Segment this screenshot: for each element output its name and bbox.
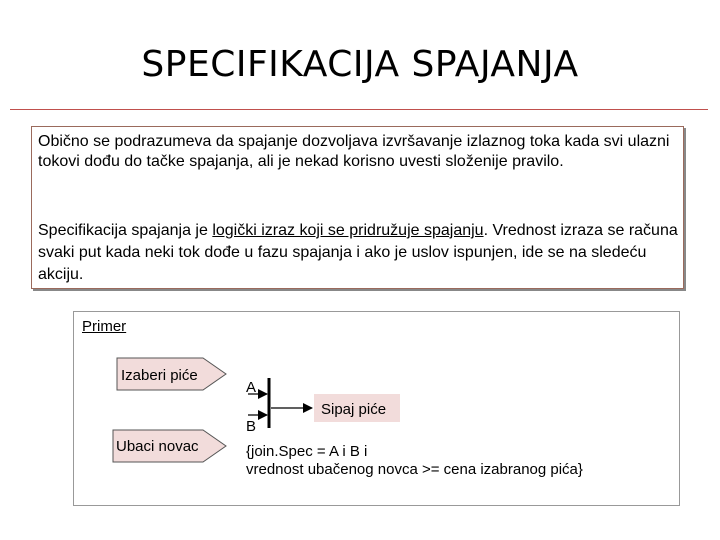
flow-a-label: A	[246, 379, 257, 396]
action-pour-drink-label: Sipaj piće	[321, 401, 387, 418]
action-insert-money-label: Ubaci novac	[116, 438, 199, 455]
action-select-drink-label: Izaberi piće	[121, 367, 198, 384]
intro-paragraph-2-before: Specifikacija spajanja je	[38, 222, 213, 239]
intro-paragraph-2-after: . Vrednost izraza se računa svaki put kada neki tok dođe u fazu spajanja i ako je uslov ispunjen, ide se na sledeću akciju.	[38, 222, 678, 283]
join-spec-line-1: {join.Spec = A i B i	[246, 443, 368, 460]
intro-paragraph-1: Obično se podrazumeva da spajanje dozvoljava izvršavanje izlaznog toka kada svi ulazni tokovi dođu do tačke spajanja, ali je nekad korisno uvesti složenije pravilo.	[38, 133, 670, 170]
join-spec-line-2: vrednost ubačenog novca >= cena izabranog pića}	[246, 461, 583, 478]
page-title: SPECIFIKACIJA SPAJANJA	[141, 44, 579, 85]
example-label: Primer	[82, 318, 127, 335]
flow-b-label: B	[246, 418, 257, 435]
intro-paragraph-2-underlined: logički izraz koji se pridružuje spajanju	[212, 222, 484, 239]
